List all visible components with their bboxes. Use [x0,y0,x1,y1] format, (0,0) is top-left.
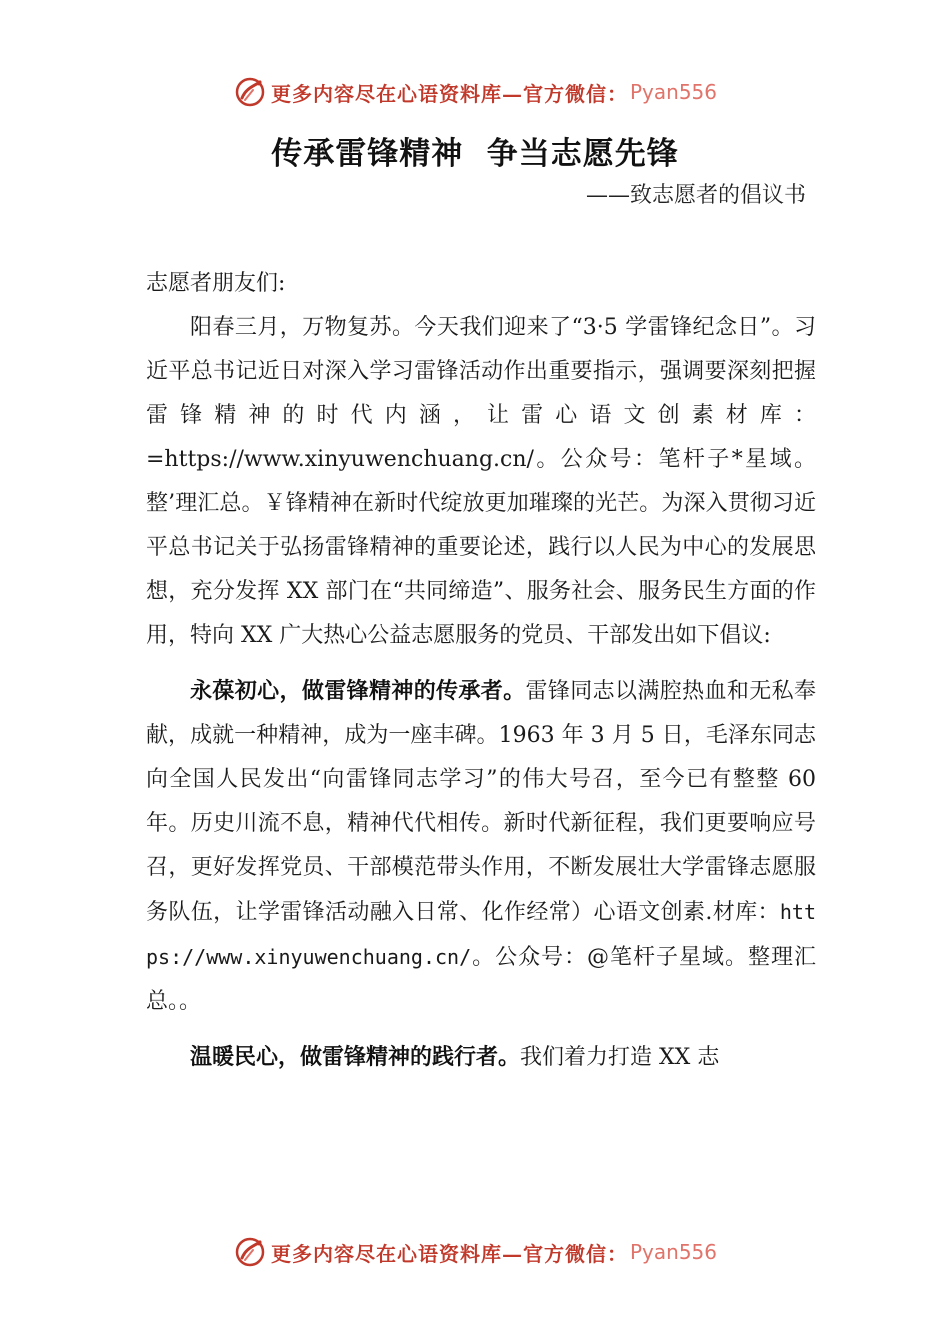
paragraph-section-2 [146,1036,816,1080]
section-1-text: 雷锋同志以满腔热血和无私奉献，成就一种精神，成为一座丰碑。1963 年 3 月 5 日，毛泽东同志向全国人民发出“向雷锋同志学习”的伟大号召，至今已有整整 60 年。历史川流不息，精神代代相传。新时代新征程，我们更要响应号召，更好发挥党员、干部模范带头作用，不断发展壮大学雷锋志愿服务队伍，让学雷锋活动融入日常、化作经常）心语文创素.材库： [146,679,816,925]
section-1-heading: 永葆初心，做雷锋精神的传承者。 [190,679,526,704]
salutation: 志愿者朋友们: [146,271,286,296]
footer-banner [0,1232,950,1272]
library-logo-icon [233,1235,267,1269]
banner-wechat-id: Pyan556 [629,80,717,104]
footer-wechat-id: Pyan556 [629,1240,717,1264]
document-title: 传承雷锋精神 争当志愿先锋 [271,136,679,172]
document-body [146,262,816,1080]
paragraph-section-1 [146,670,816,1024]
banner-slogan: 更多内容尽在心语资料库—官方微信： [270,81,628,106]
library-logo-icon [233,75,267,109]
footer-slogan: 更多内容尽在心语资料库—官方微信： [270,1241,628,1266]
header-banner [0,72,950,112]
section-1-tail: 。公众号：@笔杆子星域。整理汇总。。 [146,945,816,1014]
document-subtitle: ——致志愿者的倡议书 [585,183,806,208]
paragraph-intro: 阳春三月，万物复苏。今天我们迎来了“3·5 学雷锋纪念日”。习近平总书记近日对深入学习雷锋活动作出重要指示，强调要深刻把握雷锋精神的时代内涵，让雷心语文创素材库：=https://www.xinyuwenchuang.cn/。公众号：笔杆子*星域。整’理汇总。￥锋精神在新时代绽放更加璀璨的光芒。为深入贯彻习近平总书记关于弘扬雷锋精神的重要论述，践行以人民为中心的发展思想，充分发挥 XX 部门在“共同缔造”、服务社会、服务民生方面的作用，特向 XX 广大热心公益志愿服务的党员、干部发出如下倡议: [146,315,816,648]
section-1-url: https://www.xinyuwenchuang.cn/ [146,900,816,969]
section-2-text: 我们着力打造 XX 志 [520,1045,720,1070]
section-2-heading: 温暖民心，做雷锋精神的践行者。 [190,1045,521,1070]
